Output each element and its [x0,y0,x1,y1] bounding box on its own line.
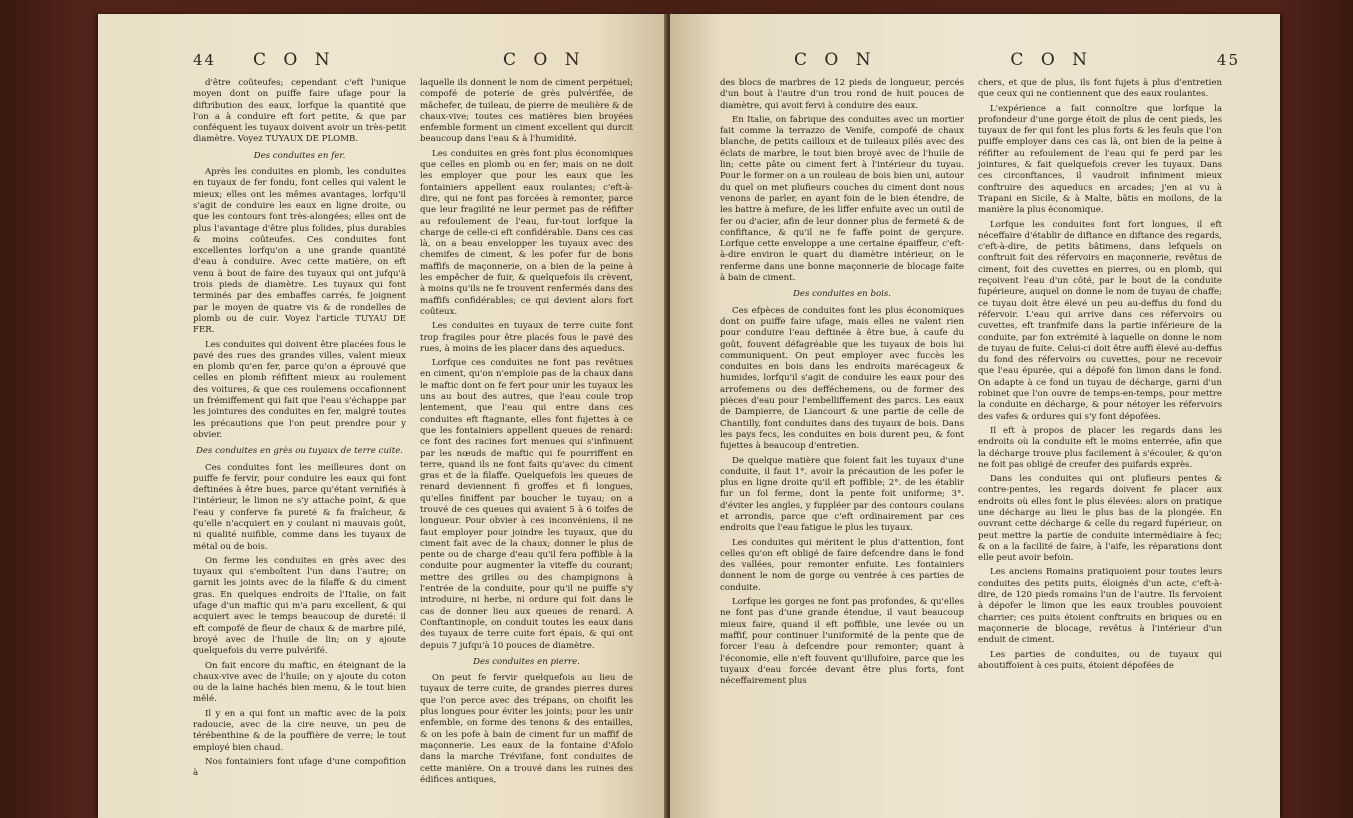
section-heading: Des conduites en fer. [253,150,346,161]
paragraph: En Italie, on fabrique des conduites avec un mortier fait comme la terrazzo de Venife, compofé de chaux blanche, de petits cailloux et de tuileaux pilés avec des éclats de marbre, le tout bien broyé avec de l'huile de lin; cette pâte ou ciment fert à l'intérieur du tuyau. Pour le former on a un rouleau de bois bien uni, autour du quel on met plufieurs couches du ciment dont nous venons de parler, en ayant foin de le bien étendre, de les battre à mefure, de les liffer enfuite avec un outil de fer ou d'acier, afin de leur donner plus de fermeté & de confiftance, & qu'il ne fe faffe point de gerçure. Lorfque cette enveloppe a une certaine épaiffeur, c'eft-à-dire environ le quart du diamètre intérieur, on le renferme dans une bonne maçonnerie de blocage faite à bain de ciment. [720,114,964,284]
right-page [670,14,1280,818]
paragraph: Ces efpèces de conduites font les plus économiques dont on puiffe faire ufage, mais elles ne valent rien pour conduire l'eau deftinée à être bue, à caufe du goût, fouvent défagréable que les tuyaux de bois lui communiquent. On peut employer avec fuccès les conduites en bois dans les endroits marécageux & humides, lorfqu'il s'agit de conduire les eaux pour des arrofemens ou des defféchemens, ou de former des pièces d'eau pour l'embelliffement des parcs. Les eaux de Dampierre, de Liancourt & une partie de celle de Chantilly, font conduites dans des tuyaux de bois. Dans les pays fecs, les conduites en bois durent peu, & font fujettes à beaucoup d'entretien. [720,305,964,452]
section-heading: Des conduites en bois. [792,289,892,300]
paragraph: On fait encore du maftic, en éteignant de la chaux-vive avec de l'huile; on y ajoute du coton ou de la laine hachés bien menu, & le tout bien mêlé. [193,660,406,705]
paragraph: Les conduites en grès font plus économiques que celles en plomb ou en fer; mais on ne doit les employer que pour les eaux que les fontainiers appellent eaux roulantes; c'eft-à-dire, qui ne font pas forcées à remonter, parce que leur fragilité ne leur permet pas de réfifter au refoulement de l'eau, fur-tout lorfque la charge de celle-ci eft confidérable. Dans ces cas là, on a beau envelopper les tuyaux avec des chemifes de ciment, & les pofer fur de bons maffifs de maçonnerie, on a bien de la peine à les empêcher de fuir, & quelquefois ils crèvent, à moins qu'ils ne fe trouvent renfermés dans des maffifs confidérables; ce qui devient alors fort coûteux. [420,148,633,317]
running-head-word: C O N [503,50,586,70]
paragraph: De quelque matière que foient fait les tuyaux d'une conduite, il faut 1°. avoir la précaution de les pofer le plus en ligne droite qu'il eft poffible; 2°. de les établir fur un fol ferme, dont la pente foit uniforme; 3°. d'éviter les angles, y fuppléer par des contours coulans et arrondis, parce que c'eft ordinairement par ces endroits que l'eau fatigue le plus les tuyaux. [720,455,964,534]
paragraph: Lorfque les conduites font fort longues, il eft néceffaire d'établir de diftance en diftance des regards, c'eft-à-dire, de petits bâtimens, dans lefquels on conftruit foit des réfervoirs en maçonnerie, revêtus de ciment, foit des cuvettes en pierres, ou en plomb, qui reçoivent l'eau d'un côté, par le bout de la conduite fupérieure, auquel on donne le nom de tuyau de chaffe; ce tuyau doit être élevé un peu au-deffus du fond du réfervoir. L'eau qui arrive dans ces réfervoirs ou cuvettes, eft tranfmife dans la partie inférieure de la conduite, par fon extrémité à laquelle on donne le nom de tuyau de fuite. Celui-ci doit être auffi élevé au-deffus du fond des réfervoirs ou cuvettes, pour ne recevoir que l'eau épurée, qui a dépofé fon limon dans le fond. On adapte à ce fond un tuyau de décharge, garni d'un robinet que l'on ouvre de temps-en-temps, pour mettre la conduite en décharge, & pour nétoyer les réfervoirs des vafes & ordures qui s'y font dépofées. [978,219,1222,422]
text-columns [193,78,642,789]
running-head [193,50,642,74]
paragraph: d'être coûteufes; cependant c'eft l'unique moyen dont on puiffe faire ufage pour la diftribution des eaux, lorfque la quantité que l'on a à conduire eft fort petite, & que par conféquent les tuyaux doivent avoir un très-petit diamètre. Voyez TUYAUX DE PLOMB. [193,78,406,145]
left-page [98,14,668,818]
paragraph: Les conduites en tuyaux de terre cuite font trop fragiles pour être placés fous le pavé des rues, à moins de les placer dans des aqueducs. [420,321,633,354]
text-column [420,78,633,789]
page-number: 44 [193,51,217,69]
text-column [978,78,1222,690]
section-heading: Des conduites en pierre. [473,656,580,667]
paragraph: Ces conduites font les meilleures dont on puiffe fe fervir, pour conduire les eaux qui font deftinées à être bues, parce qu'étant vernifiés à l'intérieur, le limon ne s'y attache point, & que l'eau y conferve fa pureté & fa fraîcheur, & qu'elle n'acquiert en y coulant ni mauvais goût, ni qualité nuifible, comme dans les tuyaux de métal ou de bois. [193,462,406,552]
paragraph: On peut fe fervir quelquefois au lieu de tuyaux de terre cuite, de grandes pierres dures que l'on perce avec des trépans, on choifit les plus longues pour éviter les joints; pour les unir enfemble, on forme des tenons & des entailles, & on les pofe à bain de ciment fur un maffif de maçonnerie. Les eaux de la fontaine d'Afolo dans la marche Trévifane, font conduites de cette manière. On a trouvé dans les ruines des édifices antiques, [420,673,633,785]
paragraph: laquelle ils donnent le nom de ciment perpétuel; compofé de poterie de grès pulvérifée, de mâchefer, de tuileau, de pierre de meulière & de chaux-vive; toutes ces matières bien broyées enfemble forment un ciment excellent qui durcit beaucoup dans l'eau & à l'humidité. [420,78,633,145]
paragraph: Après les conduites en plomb, les conduites en tuyaux de fer fondu, font celles qui valent le mieux; elles ont les mêmes avantages, lorfqu'il s'agit de conduire les eaux en ligne droite, ou que les contours font très-alongées; elles ont de plus l'avantage d'être plus folides, plus durables & moins coûteufes. Ces conduites font excellentes lorfqu'on a une grande quantité d'eau à conduire. Avec cette matière, on eft venu à bout de faire des tuyaux qui ont jufqu'à trois pieds de diamètre. Les tuyaux qui font terminés par des embaffes carrés, fe joignent par le moyen de quatre vis & de rondelles de plomb ou de cuir. Voyez l'article TUYAU DE FER. [193,167,406,336]
paragraph: L'expérience a fait connoître que lorfque la profondeur d'une gorge étoit de plus de cent pieds, les tuyaux de fer qui font les plus forts & les feuls que l'on puiffe employer dans ces cas là, ont bien de la peine à réfifter au refoulement de l'eau qui fe perd par les jointures, & fait quelquefois crever les tuyaux. Dans ces circonftances, il vaudroit infiniment mieux conftruire des aqueducs en arcades; j'en ai vu à Trapani en Sicile, & à Malte, bâtis en moilons, de la manière la plus économique. [978,103,1222,216]
paragraph: des blocs de marbres de 12 pieds de longueur, percés d'un bout à l'autre d'un trou rond de huit pouces de diamètre, qui avoit fervi à conduire des eaux. [720,78,964,111]
paragraph: Lorfque ces conduites ne font pas revêtues en ciment, qu'on n'emploie pas de la chaux dans le maftic dont on fe fert pour unir les tuyaux les uns au bout des autres, que l'eau coule trop lentement, que l'eau qui entre dans ces conduites eft ftagnante, elles font fujettes à ce que les fontainiers appellent queues de renard: ce font des racines fort menues qui s'infinuent par les nœuds de maftic qui fe pourriffent en terre, quand ils ne font faits qu'avec du ciment gras et de la filaffe. Quelquefois les queues de renard deviennent fi groffes et fi longues, qu'elles finiffent par boucher le tuyau; on a trouvé de ces queues qui avaient 5 à 6 toifes de longueur. Pour obvier à ces inconvéniens, il ne faut employer pour joindre les tuyaux, que du ciment fait avec de la chaux; donner le plus de pente ou de charge d'eau qu'il fera poffible à la conduite pour augmenter la viteffe du courant; mettre des grilles ou des champignons à l'entrée de la conduite, pour qu'il ne puiffe s'y introduire, ni herbe, ni ordure qui foit dans le cas de donner lieu aux queues de renard. A Conftantinople, on conduit toutes les eaux dans des tuyaux de terre cuite fort épais, & qui ont depuis 7 jufqu'à 10 pouces de diamètre. [420,358,633,651]
paragraph: Dans les conduites qui ont plufieurs pentes & contre-pentes, les regards doivent fe placer aux endroits où elles font le plus élevées: alors on pratique une décharge au lieu le plus bas de la plongée. En ouvrant cette décharge & celle du regard fupérieur, on peut mettre la partie de conduite intermédiaire à fec; & on a la facilité de faire, à l'aife, les réparations dont elle peut avoir befoin. [978,474,1222,564]
running-head-word: C O N [1010,50,1094,70]
paragraph: Les conduites qui méritent le plus d'attention, font celles qu'on eft obligé de faire defcendre dans le fond des vallées, pour remonter enfuite. Les fontainiers donnent le nom de gorge ou ventrée à ces parties de conduite. [720,537,964,593]
paragraph: Les anciens Romains pratiquoient pour toutes leurs conduites des petits puits, éloignés d'un acte, c'eft-à-dire, de 120 pieds romains l'un de l'autre. Ils fervoient à dépofer le limon que les eaux troubles pouvoient charrier; ces puits étoient conftruits en briques ou en maçonnerie de blocage, revêtus à l'intérieur d'un enduit de ciment. [978,567,1222,646]
paragraph: Nos fontainiers font ufage d'une compofition à [193,756,406,779]
paragraph: Il y en a qui font un maftic avec de la poix radoucie, avec de la cire neuve, un peu de térébenthine & de la pouffière de verre; le tout employé bien chaud. [193,708,406,753]
page-number: 45 [1216,51,1240,69]
text-column [193,78,406,789]
paragraph: Il eft à propos de placer les regards dans les endroits où la conduite eft le moins enterrée, afin que la décharge trouve plus facilement à s'écouler, & qu'on ne foit pas obligé de creufer des puifards exprès. [978,425,1222,470]
paragraph: chers, et que de plus, ils font fujets à plus d'entretien que ceux qui ne contiennent que des eaux roulantes. [978,78,1222,100]
text-column [720,78,964,690]
paragraph: On ferme les conduites en grès avec des tuyaux qui s'emboîtent l'un dans l'autre; on garnit les joints avec de la filaffe & du ciment gras. En quelques endroits de l'Italie, on fait ufage d'un maftic qui m'a paru excellent, & qui acquiert avec le temps beaucoup de dureté: il eft compofé de fleur de chaux & de marbre pilé, broyé avec de l'huile de lin; on y ajoute quelquefois du verre pulvérifé. [193,555,406,657]
paragraph: Lorfque les gorges ne font pas profondes, & qu'elles ne font pas d'une grande étendue, il vaut beaucoup mieux faire, quand il eft poffible, une levée ou un maffif, pour continuer l'uniformité de la pente que de forcer l'eau à defcendre pour remonter; quant à l'économie, elle n'eft fouvent qu'illufoire, parce que les tuyaux d'eau forcée devant être plus forts, font néceffairement plus [720,597,964,687]
running-head [720,50,1240,74]
running-head-word: C O N [253,50,336,70]
section-heading: Des conduites en grès ou tuyaux de terre cuite. [195,446,404,457]
paragraph: Les conduites qui doivent être placées fous le pavé des rues des grandes villes, valent mieux en plomb qu'en fer, parce qu'on a éprouvé que celles en plomb réfiftent mieux au roulement des voitures, & que ces roulemens occafionnent un frémiffement qui fait que l'eau s'échappe par les jointures des conduites en fer, malgré toutes les précautions que l'on peut prendre pour y obvier. [193,339,406,440]
text-columns [720,78,1240,690]
running-head-word: C O N [794,50,877,70]
paragraph: Les parties de conduites, ou de tuyaux qui aboutiffoient à ces puits, étoient dépofées de [978,649,1222,671]
